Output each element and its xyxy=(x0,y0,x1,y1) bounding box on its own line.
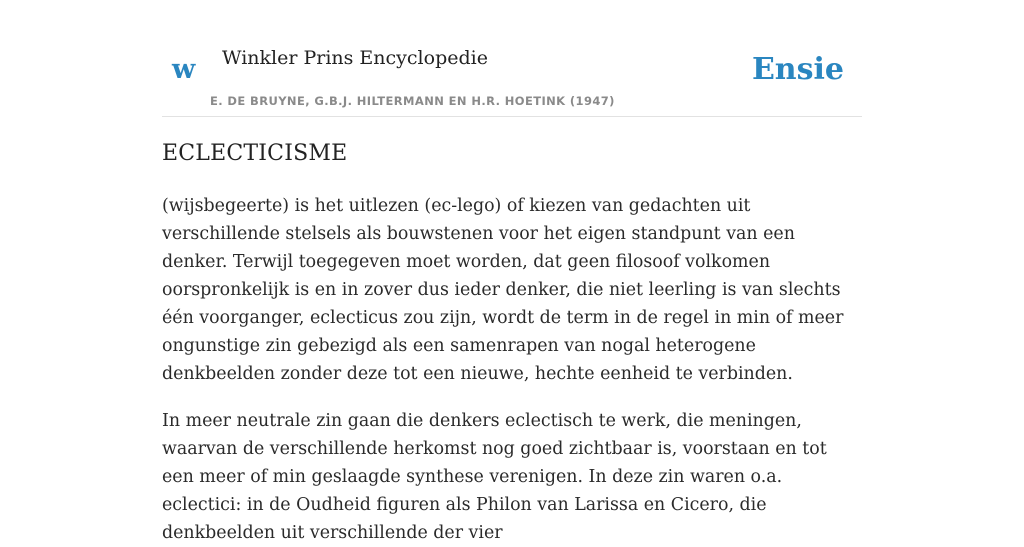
site-header xyxy=(162,0,862,117)
article-paragraph-1: (wijsbegeerte) is het uitlezen (ec-lego) of kiezen van gedachten uit verschillende stelsels als bouwstenen voor het eigen standpunt van een denker. Terwijl toegegeven moet worden, dat geen filosoof volkomen oorspronkelijk is en in zover dus ieder denker, die niet leerling is van slechts één voorganger, eclecticus zou zijn, wordt de term in de regel in min of meer ongunstige zin gebezigd als een samenrapen van nogal heterogene denkbeelden zonder deze tot een nieuwe, hechte eenheid te verbinden. xyxy=(162,196,844,384)
source-logo-icon[interactable]: w xyxy=(172,54,196,85)
source-title-link[interactable]: Winkler Prins Encyclopedie xyxy=(222,47,488,69)
source-authors: E. DE BRUYNE, G.B.J. HILTERMANN EN H.R. HOETINK (1947) xyxy=(210,94,615,108)
article xyxy=(162,136,862,547)
article-paragraph-2: In meer neutrale zin gaan die denkers eclectisch te werk, die meningen, waarvan de verschillende herkomst nog goed zichtbaar is, voorstaan en tot een meer of min geslaagde synthese verenigen. In deze zin waren o.a. eclectici: in de Oudheid figuren als Philon van Larissa en Cicero, die denkbeelden uit verschillende der vier xyxy=(162,411,827,543)
ensie-logo[interactable]: Ensie xyxy=(751,52,844,87)
entry-title: ECLECTICISME xyxy=(162,141,348,166)
